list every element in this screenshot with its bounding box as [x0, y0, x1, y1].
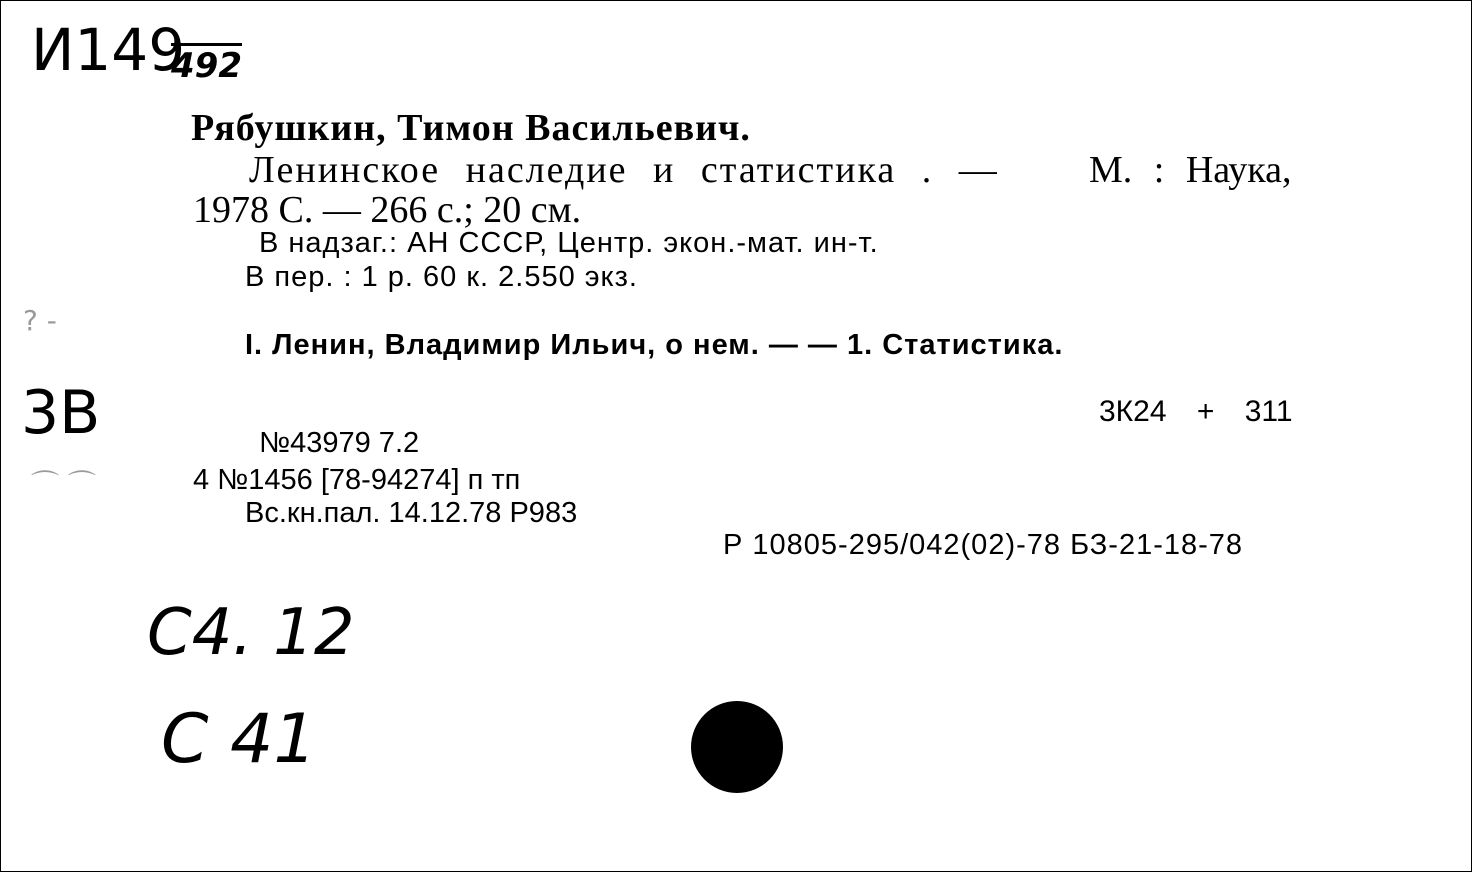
note-header: В надзаг.: АН СССР, Центр. экон.-мат. ин-т. [259, 227, 879, 259]
record-number: №43979 7.2 [259, 427, 420, 459]
subject-headings: I. Ленин, Владимир Ильич, о нем. — — 1. Статистика. [245, 329, 1064, 361]
year-extent: 1978 С. — 266 с.; 20 см. [193, 189, 582, 231]
library-line: Вс.кн.пал. 14.12.78 Р983 [245, 497, 578, 529]
smudge-mark: ⌒ ⌒ [31, 468, 96, 501]
book-title: Ленинское наследие и статистика . — [249, 149, 999, 191]
handwritten-shelf-mark-1: С4. 12 [147, 596, 355, 670]
punch-hole [691, 701, 783, 793]
smudge-mark: ? - [23, 304, 57, 337]
publication-place: М. : Наука, [1089, 149, 1292, 191]
handwritten-call-number-suffix: 492 [171, 46, 242, 86]
author-heading: Рябушкин, Тимон Васильевич. [191, 107, 751, 149]
handwritten-call-number: И149 [31, 16, 186, 84]
note-price: В пер. : 1 р. 60 к. 2.550 экз. [245, 261, 638, 293]
handwritten-side-mark: 3B [21, 378, 101, 448]
isbn-line: Р 10805-295/042(02)-78 БЗ-21-18-78 [723, 529, 1244, 561]
chamber-code: 4 №1456 [78-94274] п тп [193, 464, 521, 496]
handwritten-shelf-mark-2: С 41 [161, 700, 317, 779]
classification-index: 3К24 + 311 [1099, 395, 1293, 428]
